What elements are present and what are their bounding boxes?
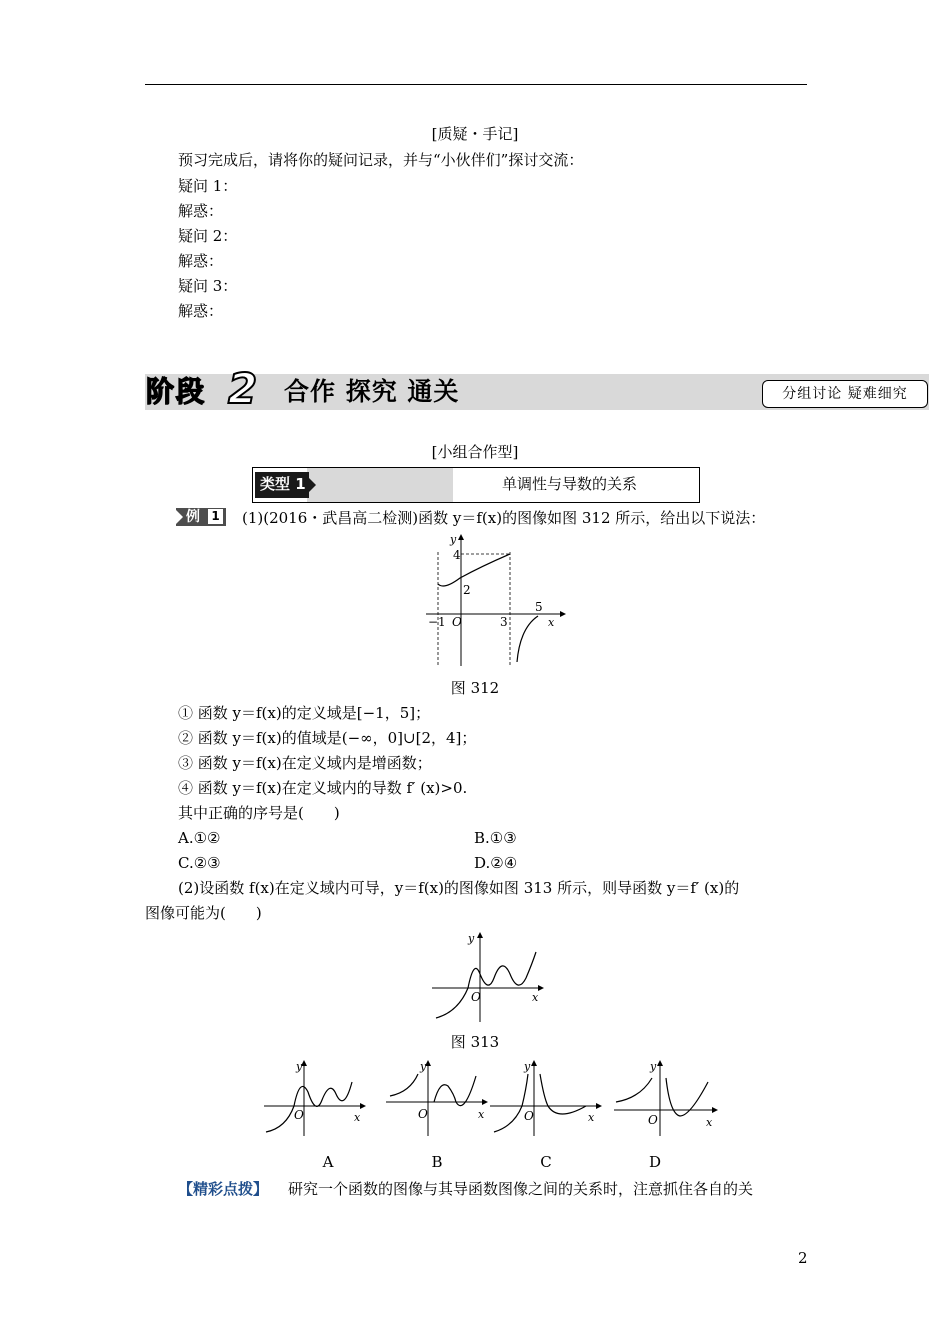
fig2-caption: 图 313: [450, 1033, 500, 1051]
example-number: 1: [208, 509, 223, 524]
question-2: 疑问 2：: [178, 227, 238, 245]
stage-label: 阶段: [146, 375, 207, 408]
choice-label-d: D: [648, 1153, 662, 1171]
choice-graph-a: [262, 1056, 372, 1138]
option-d: D.②④: [474, 854, 518, 872]
x-label: x: [706, 1116, 713, 1129]
section-heading: [小组合作型]: [431, 443, 519, 461]
part1-text: (1)(2016・武昌高二检测)函数 y＝f(x)的图像如图 312 所示，给出以下说法：: [242, 509, 766, 527]
origin-label: O: [471, 990, 481, 1004]
arrow-icon: [309, 478, 316, 492]
choice-graph-d: [612, 1056, 722, 1138]
notes-intro: 预习完成后，请将你的疑问记录，并与“小伙伴们”探讨交流：: [178, 151, 584, 169]
figure-313: [428, 928, 548, 1024]
statement-3: ③ 函数 y＝f(x)在定义域内是增函数；: [178, 754, 432, 772]
stage-tag: 分组讨论 疑难细究: [762, 380, 928, 408]
origin-label: O: [524, 1109, 534, 1123]
example-label: 例: [186, 509, 200, 525]
type-title: 单调性与导数的关系: [502, 475, 638, 493]
statement-4: ④ 函数 y＝f(x)在定义域内的导数 f′ (x)>0.: [178, 779, 468, 797]
tip-label: 【精彩点拨】: [178, 1180, 269, 1198]
y-label: y: [296, 1060, 303, 1073]
tick-2: 2: [463, 583, 471, 597]
x-arrow-icon: [538, 985, 544, 991]
stage-number: 2: [228, 364, 258, 413]
curve: [436, 952, 536, 1018]
choice-graph-b: [384, 1056, 494, 1138]
origin-label: O: [294, 1108, 304, 1122]
choice-label-b: B: [431, 1153, 443, 1171]
statement-1: ① 函数 y＝f(x)的定义域是[−1，5]；: [178, 704, 431, 722]
y-arrow-icon: [458, 534, 464, 540]
fig1-caption: 图 312: [450, 679, 500, 697]
part2-line2: 图像可能为( ): [145, 904, 262, 922]
type-label: 类型 1: [260, 475, 306, 493]
question-text: 其中正确的序号是( ): [178, 804, 340, 822]
tip-text: 研究一个函数的图像与其导函数图像之间的关系时，注意抓住各自的关: [288, 1180, 754, 1198]
curve-left: [438, 554, 510, 586]
tick-4: 4: [453, 548, 461, 562]
stage-title: 合作 探究 通关: [284, 377, 460, 406]
answer-2: 解惑：: [178, 252, 224, 270]
origin-label: O: [452, 615, 462, 629]
y-arrow-icon: [657, 1060, 663, 1066]
x-label: x: [478, 1108, 485, 1121]
y-label: y: [450, 533, 457, 546]
answer-3: 解惑：: [178, 302, 224, 320]
x-label: x: [532, 991, 539, 1004]
choice-label-c: C: [540, 1153, 552, 1171]
y-arrow-icon: [477, 932, 483, 938]
question-1: 疑问 1：: [178, 177, 238, 195]
tick-3: 3: [500, 615, 508, 629]
origin-label: O: [648, 1113, 658, 1127]
tick-neg1: −1: [428, 615, 446, 629]
x-arrow-icon: [712, 1107, 718, 1113]
part2-line1: (2)设函数 f(x)在定义域内可导，y＝f(x)的图像如图 313 所示，则导函数 y＝f′ (x)的: [178, 879, 740, 897]
answer-1: 解惑：: [178, 202, 224, 220]
x-label: x: [588, 1111, 595, 1124]
option-a: A.①②: [178, 829, 221, 847]
curve-right: [517, 616, 538, 662]
x-arrow-icon: [360, 1103, 366, 1109]
choice-label-a: A: [322, 1153, 334, 1171]
option-b: B.①③: [474, 829, 517, 847]
figure-312: [420, 532, 570, 668]
option-c: C.②③: [178, 854, 221, 872]
x-arrow-icon: [596, 1103, 602, 1109]
page-number: 2: [798, 1249, 808, 1267]
y-label: y: [420, 1060, 427, 1073]
choice-graph-c: [488, 1056, 608, 1138]
x-label: x: [548, 616, 555, 629]
origin-label: O: [418, 1107, 428, 1121]
y-label: y: [468, 932, 475, 945]
header-rule: [145, 84, 807, 85]
question-3: 疑问 3：: [178, 277, 238, 295]
statement-2: ② 函数 y＝f(x)的值域是(−∞，0]∪[2，4]；: [178, 729, 477, 747]
notes-heading: [质疑・手记]: [431, 125, 519, 143]
triangle-icon: [176, 510, 183, 524]
y-arrow-icon: [531, 1060, 537, 1066]
x-label: x: [354, 1111, 361, 1124]
y-label: y: [524, 1060, 531, 1073]
x-arrow-icon: [560, 611, 566, 617]
tick-5: 5: [535, 600, 543, 614]
y-label: y: [650, 1060, 657, 1073]
